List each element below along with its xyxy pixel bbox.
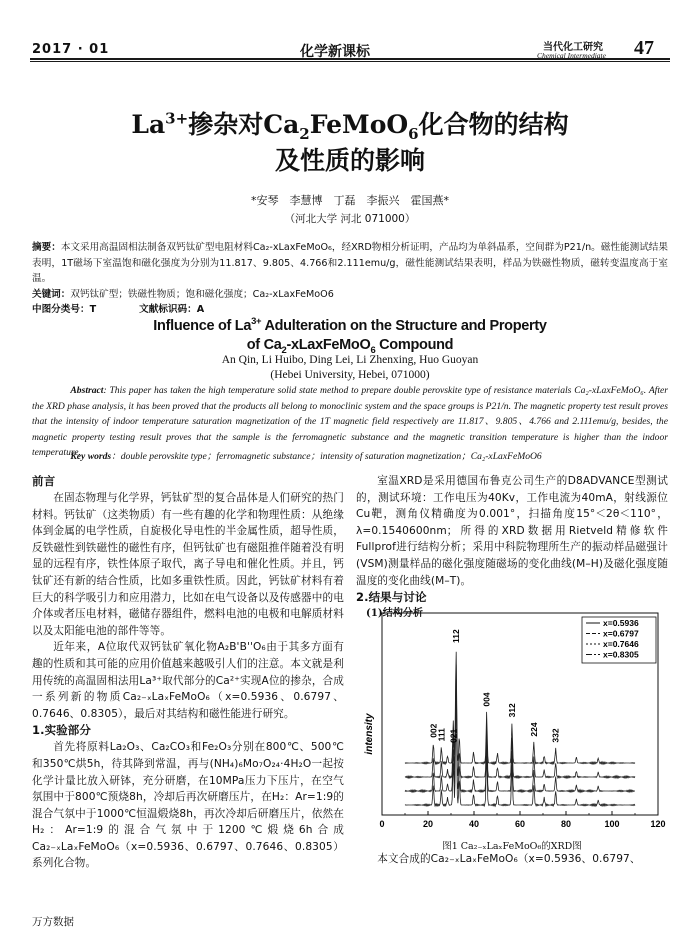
right-paragraph-2: 本文合成的Ca₂₋ₓLaₓFeMoO₆（x=0.5936、0.6797、 bbox=[377, 853, 641, 865]
header-issue: 2017 · 01 bbox=[32, 42, 110, 57]
intro-paragraph-1: 在固态物理与化学界，钙钛矿型的复合晶体是人们研究的热门材料。钙钛矿（这类物质）有一些有趣的化学和物理性质：从绝缘体到金属的电学性质，自旋极化导电性的半金属性质，超导性质，反铁磁性到铁磁性的磁性有序，但钙钛矿也有磁阻推伴随着没有明显的远程有序，铁性体原子取代，离子导电和催化性质。并且，钙钛矿还有新的结合性质，比如多重铁性质。因此，钙钛矿材料有着巨大的科学吸引力和应用潜力，比如在电气设备以及传感器中的电介体或者压电材料，磁储存器组件，燃料电池的电极和电解质材料以及太阳能电池的部件等等。 bbox=[32, 492, 344, 637]
figure-caption: 图1 Ca₂₋ₓLaₓFeMoO₆的XRD图 bbox=[442, 841, 582, 852]
title-en-line2: of $Ca_2-xLaxFeMoO_6$ Compound bbox=[246, 337, 454, 355]
header-rule bbox=[30, 58, 670, 60]
peak-label: 002 bbox=[428, 723, 439, 738]
classification-cn: 中图分类号：T 文献标识码：A bbox=[32, 304, 205, 315]
x-tick-label: 100 bbox=[604, 819, 620, 829]
experiment-paragraph: 首先将原料La₂O₃、Ca₂CO₃和Fe₂O₃分别在800℃、500℃和350℃烘5h，待其降到常温，再与(NH₄)₆Mo₇O₂₄·4H₂O一起按化学计量比放入研钵，充分研磨，在10MPa压力下压片，在空气氛围中于800℃预烧8h，冷却后再次研磨压片，在H₂：Ar=1:9的混合气氛中于1000℃恒温煅烧8h，再次冷却后研磨压片，依然在H₂：Ar=1:9的混合气氛中于1200℃煅烧6h合成Ca₂₋ₓLaₓFeMoO₆（x=0.5936、0.6797、0.7646、0.8305）系列化合物。 bbox=[32, 741, 344, 870]
right-column bbox=[356, 473, 668, 623]
authors-cn: *安琴 李慧博 丁磊 李振兴 霍国燕* bbox=[251, 194, 449, 207]
peak-label: 112 bbox=[451, 629, 462, 643]
xrd-trace-3 bbox=[405, 665, 635, 778]
affiliation-cn: （河北大学 河北 071000） bbox=[284, 213, 416, 225]
xrd-trace-1 bbox=[405, 693, 635, 806]
abstract-en: Abstract: This paper has taken the high temperature solid state method to prepare double perovskite type of resistance materials Ca₂-xLaxFeMoO₆. After the XRD phase analysis, it has been proved that the products all belong to monoclinic system and the space groups is P21/n. The magnetic property test result proves that the intensity of indoor temperature saturation magnetization of the 1T magnetic field respectively are 11.817、9.805、4.766 and 2.111emu/g, besides, the magnetic property testing result proves that the sample is the ferromagnetic substance and the magnetic transition temperature is higher than the indoor temperature. bbox=[32, 385, 668, 458]
section-experiment-heading: 1.实验部分 bbox=[32, 723, 91, 738]
xrd-trace-4 bbox=[405, 652, 635, 764]
title-en-line1: Influence of $La^{3+}$ Adulteration on the Structure and Property bbox=[153, 315, 547, 334]
x-tick-label: 60 bbox=[514, 819, 526, 829]
authors-en: An Qin, Li Huibo, Ding Lei, Li Zhenxing, Huo Guoyan bbox=[221, 354, 479, 366]
header-journal-cn: 当代化工研究 bbox=[543, 42, 603, 53]
legend-entry: x=0.6797 bbox=[603, 628, 639, 639]
x-tick-label: 120 bbox=[650, 819, 666, 829]
header-journal-en: Chemical Intermediate bbox=[537, 51, 606, 60]
peak-label: 004 bbox=[481, 692, 492, 707]
title-cn-line1: $La^{3+}$掺杂对$Ca_2FeMoO_6$化合物的结构 bbox=[131, 109, 569, 143]
header-rule-thin bbox=[30, 61, 670, 62]
x-tick-label: 20 bbox=[422, 819, 434, 829]
keywords-cn: 关键词：双钙钛矿型；铁磁性物质；饱和磁化强度；Ca₂-xLaxFeMoO6 bbox=[32, 289, 334, 300]
header-page-number: 47 bbox=[634, 37, 654, 59]
legend-entry: x=0.8305 bbox=[603, 649, 639, 660]
subsection-structure-heading: (1)结构分析 bbox=[366, 608, 424, 620]
x-tick-label: 40 bbox=[468, 819, 480, 829]
y-axis-label: intensity bbox=[364, 713, 375, 755]
keywords-en: Key words：double perovskite type；ferromagnetic substance；intensity of saturation magnetization；Ca₂-xLaxFeMoO6 bbox=[70, 451, 542, 462]
title-cn-line2: 及性质的影响 bbox=[274, 146, 425, 175]
peak-label: 224 bbox=[528, 722, 539, 737]
peak-label: 332 bbox=[550, 728, 561, 743]
abstract-cn: 摘要：本文采用高温固相法制备双钙钛矿型电阻材料Ca₂-xLaxFeMoO₆，经XRD物相分析证明，产品均为单斜晶系，空间群为P21/n。磁性能测试结果表明，1T磁场下室温饱和磁化强度为分别为11.817、9.805、4.766和2.111emu/g，磁性能测试结果表明，样品为铁磁性物质，磁转变温度高于室温。 bbox=[32, 242, 668, 284]
peak-label: 021 bbox=[448, 728, 459, 743]
section-intro-heading: 前言 bbox=[32, 474, 56, 488]
legend-entry: x=0.7646 bbox=[603, 639, 639, 649]
section-results-heading: 2.结果与讨论 bbox=[356, 590, 427, 605]
left-column bbox=[32, 473, 344, 872]
right-paragraph-1: 室温XRD是采用德国布鲁克公司生产的D8ADVANCE型测试的，测试环境：工作电压为40Kv，工作电流为40mA，射线源位Cu靶，测角仪精确度为0.001°，扫描角度15°＜2θ＜110°，λ=0.1540600nm；所得的XRD数据用Rietveld精修软件Fullprof进行结构分析；采用中科院物理所生产的振动样品磁强计(VSM)测量样品的磁化强度随磁场的变化曲线(M–H)及磁化强度随温度的变化曲线(M–T)。 bbox=[356, 475, 668, 587]
x-tick-label: 80 bbox=[560, 819, 572, 829]
xrd-chart bbox=[360, 605, 666, 839]
x-tick-label: 0 bbox=[379, 819, 385, 829]
affiliation-en: (Hebei University, Hebei, 071000) bbox=[270, 369, 430, 381]
header-column: 化学新课标 bbox=[300, 44, 370, 60]
intro-paragraph-2: 近年来，A位取代双钙钛矿氧化物A₂B'B''O₆由于其多方面有趣的性质和其可能的应用价值越来越吸引人们的注意。本文就是利用传统的高温固相法用La³⁺取代部分的Ca²⁺实现A位的掺杂，合成一系列新的物质Ca₂₋ₓLaₓFeMoO₆（x=0.5936、0.6797、0.7646、0.8305），最后对其结构和磁性能进行研究。 bbox=[32, 641, 344, 720]
peak-label: 111 bbox=[436, 728, 447, 742]
footer-watermark: 万方数据 bbox=[32, 916, 74, 928]
peak-label: 312 bbox=[506, 703, 517, 718]
legend-entry: x=0.5936 bbox=[603, 618, 639, 628]
